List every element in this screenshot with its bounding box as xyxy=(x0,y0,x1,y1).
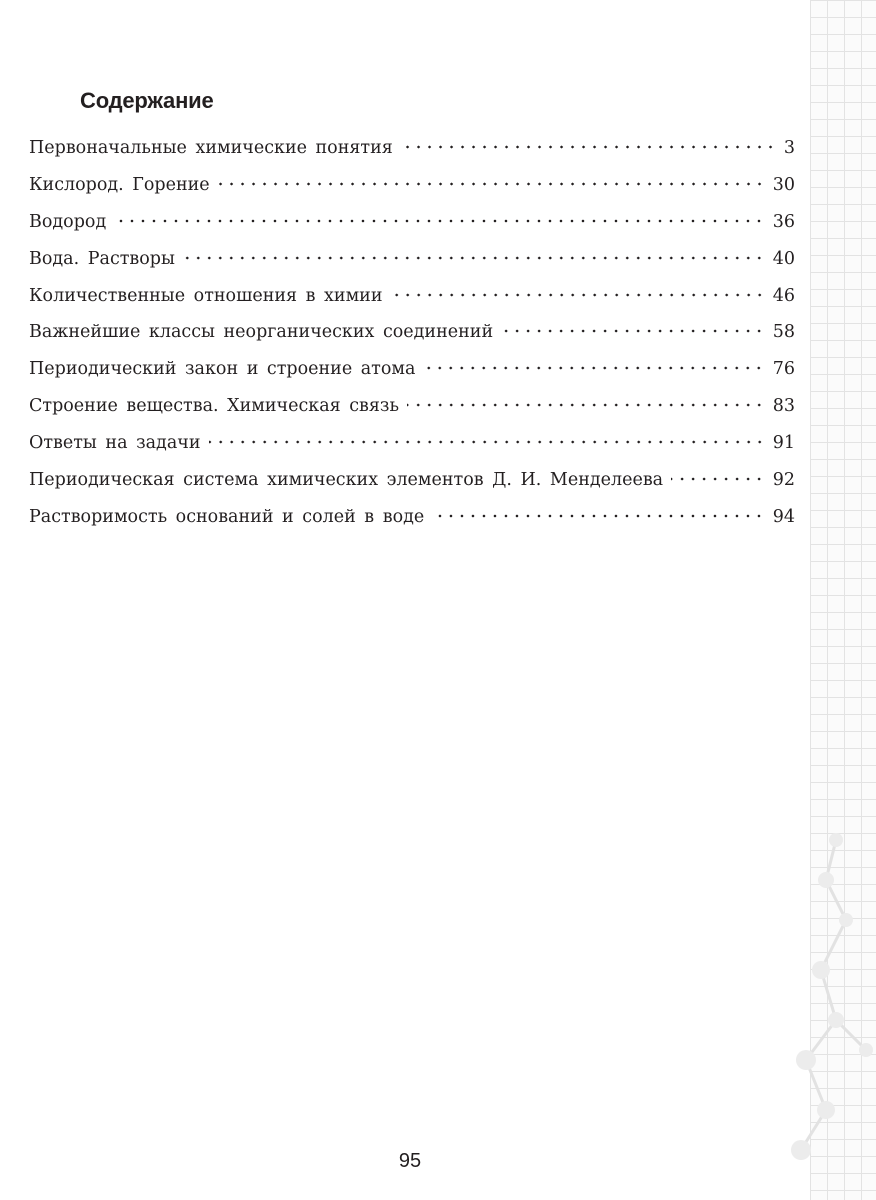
toc-entry-title: Водород xyxy=(29,211,107,232)
toc-entry[interactable] xyxy=(29,322,795,359)
toc-entry-title: Вода. Растворы xyxy=(29,248,175,269)
page-title: Содержание xyxy=(80,88,214,113)
toc-leader-dots xyxy=(423,366,764,370)
toc-leader-dots xyxy=(671,477,765,481)
toc-entry[interactable] xyxy=(29,138,795,175)
toc-entry-title: Периодический закон и строение атома xyxy=(29,359,416,380)
toc-entry[interactable] xyxy=(29,175,795,212)
toc-entry-page: 94 xyxy=(772,506,795,527)
toc-entry-title: Первоначальные химические понятия xyxy=(29,138,393,158)
toc-entry-page: 91 xyxy=(772,433,795,454)
toc-entry-title: Важнейшие классы неорганических соединений xyxy=(29,322,494,343)
toc-entry-page: 30 xyxy=(772,174,795,195)
table-of-contents xyxy=(29,138,795,544)
toc-leader-dots xyxy=(183,256,765,260)
toc-entry-title: Количественные отношения в химии xyxy=(29,285,383,306)
toc-leader-dots xyxy=(218,182,765,186)
toc-leader-dots xyxy=(432,514,764,518)
toc-entry-title: Ответы на задачи xyxy=(29,433,201,454)
toc-entry-title: Растворимость оснований и солей в воде xyxy=(29,506,425,527)
toc-leader-dots xyxy=(391,293,765,297)
toc-entry-title: Периодическая система химических элементов Д. И. Менделеева xyxy=(29,470,664,491)
toc-entry[interactable] xyxy=(29,507,795,544)
toc-entry[interactable] xyxy=(29,249,795,286)
toc-entry-title: Кислород. Горение xyxy=(29,174,210,195)
toc-leader-dots xyxy=(407,403,765,407)
molecule-decoration xyxy=(766,820,876,1190)
toc-leader-dots xyxy=(209,440,765,444)
toc-entry-page: 92 xyxy=(772,470,795,491)
toc-entry-page: 36 xyxy=(772,211,795,232)
toc-entry-page: 76 xyxy=(772,359,795,380)
toc-entry-page: 40 xyxy=(772,248,795,269)
toc-entry-page: 3 xyxy=(783,138,795,158)
toc-leader-dots xyxy=(501,329,765,333)
toc-leader-dots xyxy=(401,145,776,149)
toc-entry[interactable] xyxy=(29,212,795,249)
toc-entry-page: 46 xyxy=(772,285,795,306)
page-number: 95 xyxy=(398,1150,422,1172)
toc-entry-title: Строение вещества. Химическая связь xyxy=(29,396,400,417)
toc-entry[interactable] xyxy=(29,433,795,470)
toc-entry-page: 58 xyxy=(772,322,795,343)
toc-leader-dots xyxy=(114,219,764,223)
toc-entry-page: 83 xyxy=(772,396,795,417)
toc-entry[interactable] xyxy=(29,286,795,323)
toc-entry[interactable] xyxy=(29,396,795,433)
toc-entry[interactable] xyxy=(29,359,795,396)
toc-entry[interactable] xyxy=(29,470,795,507)
